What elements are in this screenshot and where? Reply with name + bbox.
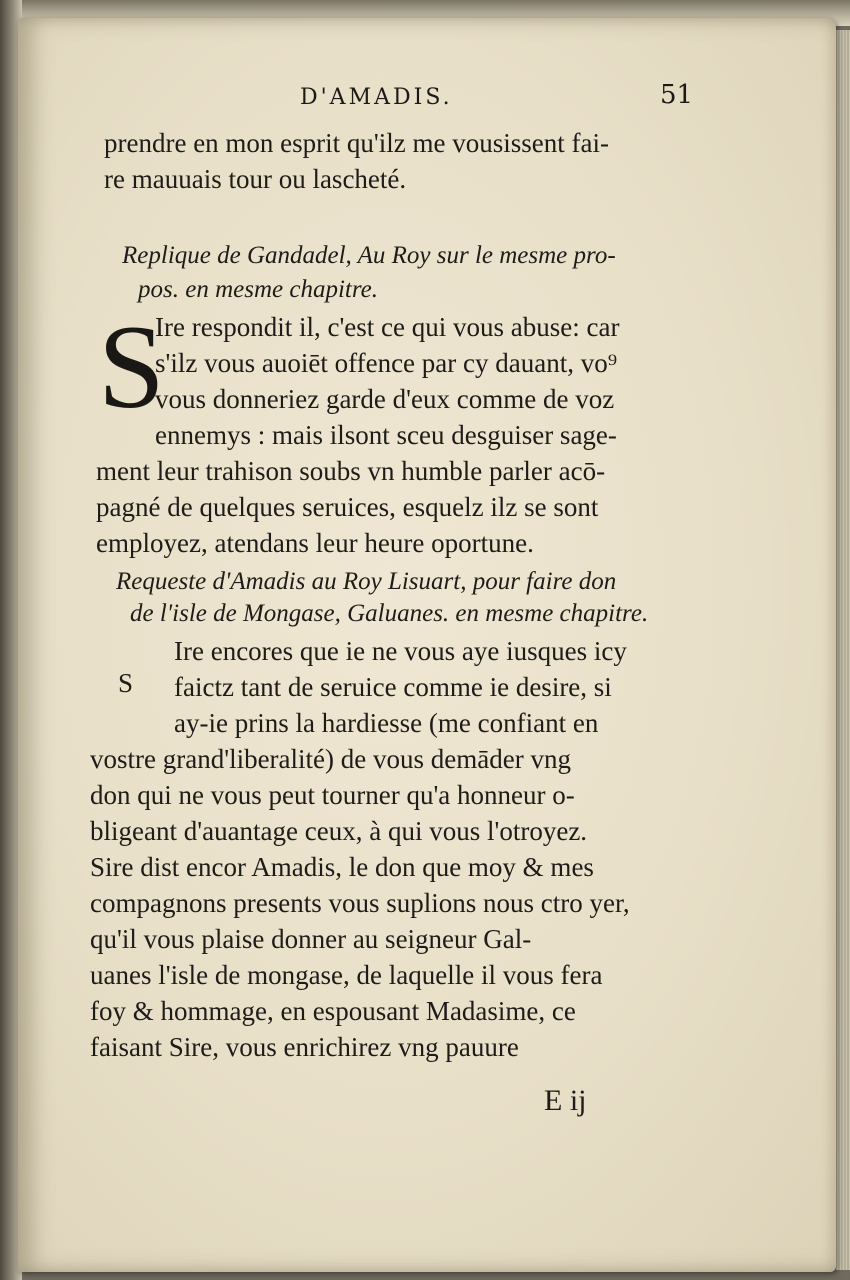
- text-line: ennemys : mais ilsont sceu desguiser sage-: [155, 420, 617, 450]
- text-line: don qui ne vous peut tourner qu'a honneur o-: [90, 780, 575, 810]
- text-line: qu'il vous plaise donner au seigneur Gal-: [90, 924, 532, 954]
- text-line: s'ilz vous auoiēt offence par cy dauant, vo⁹: [155, 348, 618, 378]
- section-heading-line: pos. en mesme chapitre.: [138, 276, 378, 303]
- drop-capital: S: [98, 300, 165, 433]
- text-line: pagné de quelques seruices, esquelz ilz se sont: [96, 492, 599, 522]
- text-line: employez, atendans leur heure oportune.: [96, 528, 534, 558]
- running-head: D'AMADIS.: [300, 85, 453, 110]
- text-line: Ire encores que ie ne vous aye iusques icy: [174, 636, 627, 666]
- text-line: uanes l'isle de mongase, de laquelle il vous fera: [90, 960, 603, 990]
- text-line: re mauuais tour ou lascheté.: [104, 164, 407, 194]
- text-line: Ire respondit il, c'est ce qui vous abuse: car: [155, 312, 620, 342]
- section-heading-line: Requeste d'Amadis au Roy Lisuart, pour faire don: [116, 568, 617, 595]
- text-line: compagnons presents vous suplions nous ctro yer,: [90, 888, 630, 918]
- text-line: Sire dist encor Amadis, le don que moy & mes: [90, 852, 594, 882]
- text-line: foy & hommage, en espousant Madasime, ce: [90, 996, 576, 1026]
- page-stack-edge: [836, 30, 850, 1270]
- text-line: ay-ie prins la hardiesse (me confiant en: [174, 708, 599, 738]
- text-line: bligeant d'auantage ceux, à qui vous l'otroyez.: [90, 816, 588, 846]
- signature-mark: E ij: [544, 1084, 587, 1117]
- text-line: prendre en mon esprit qu'ilz me vousissent fai-: [104, 128, 609, 158]
- text-line: vous donneriez garde d'eux comme de voz: [155, 384, 615, 414]
- text-line: ment leur trahison soubs vn humble parler acō-: [96, 456, 606, 486]
- text-line: vostre grand'liberalité) de vous demāder vng: [90, 744, 571, 774]
- text-line: faictz tant de seruice comme ie desire, si: [174, 672, 612, 702]
- page-number: 51: [660, 80, 694, 110]
- section-heading-line: Replique de Gandadel, Au Roy sur le mesme pro-: [122, 242, 616, 269]
- initial-letter: S: [118, 668, 134, 698]
- section-heading-line: de l'isle de Mongase, Galuanes. en mesme chapitre.: [130, 600, 649, 627]
- text-line: faisant Sire, vous enrichirez vng pauure: [90, 1032, 519, 1062]
